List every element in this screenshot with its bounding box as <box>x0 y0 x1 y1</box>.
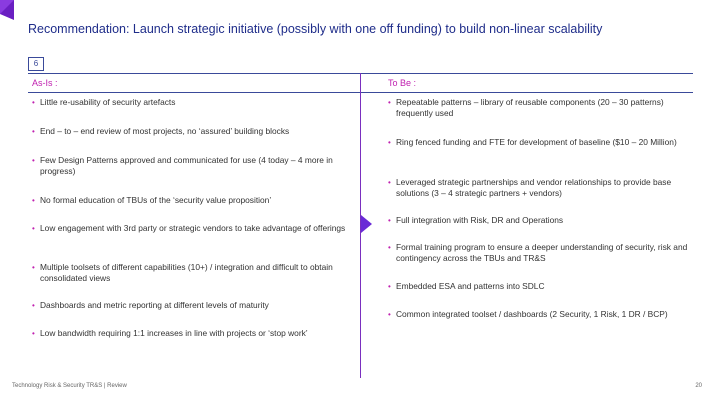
list-item: • Little re-usability of security artefacts <box>32 97 176 107</box>
as-is-header: As-Is : <box>32 78 58 88</box>
list-item: • Leveraged strategic partnerships and vendor relationships to provide base solutions (3 – 4 strategic partners + vendors) <box>388 177 672 198</box>
list-item: • Multiple toolsets of different capabilities (10+) / integration and difficult to obtain consolidated views <box>32 262 333 283</box>
list-item: • Embedded ESA and patterns into SDLC <box>388 281 545 291</box>
bullet-dot-icon: • <box>32 127 35 136</box>
bullet-dot-icon: • <box>32 156 35 165</box>
bullet-dot-icon: • <box>388 138 391 147</box>
list-item: • Low bandwidth requiring 1:1 increases in line with projects or ‘stop work’ <box>32 328 308 338</box>
bullet-dot-icon: • <box>388 282 391 291</box>
bullet-dot-icon: • <box>388 243 391 252</box>
bullet-dot-icon: • <box>32 196 35 205</box>
list-item: • Few Design Patterns approved and communicated for use (4 today – 4 more in progress) <box>32 155 333 176</box>
bullet-dot-icon: • <box>32 263 35 272</box>
right-arrow-icon <box>361 215 372 233</box>
bullet-dot-icon: • <box>32 329 35 338</box>
bullet-dot-icon: • <box>32 98 35 107</box>
list-item: • End – to – end review of most projects, no ‘assured’ building blocks <box>32 126 290 136</box>
slide-title: Recommendation: Launch strategic initiative (possibly with one off funding) to build non-linear scalability <box>28 22 603 36</box>
list-item: • Common integrated toolset / dashboards (2 Security, 1 Risk, 1 DR / BCP) <box>388 309 668 319</box>
page-number: 20 <box>695 383 702 389</box>
list-item: • No formal education of TBUs of the ‘security value proposition’ <box>32 195 272 205</box>
list-item: • Dashboards and metric reporting at different levels of maturity <box>32 300 269 310</box>
list-item: • Repeatable patterns – library of reusable components (20 – 30 patterns) frequently used <box>388 97 664 118</box>
list-item: • Formal training program to ensure a deeper understanding of security, risk and contingency across the TBUs and TR&S <box>388 242 688 263</box>
bullet-dot-icon: • <box>388 216 391 225</box>
section-number-badge: 6 <box>28 57 44 71</box>
brand-logo-icon <box>0 0 14 20</box>
bullet-dot-icon: • <box>32 224 35 233</box>
list-item: • Full integration with Risk, DR and Operations <box>388 215 564 225</box>
bullet-dot-icon: • <box>32 301 35 310</box>
bullet-dot-icon: • <box>388 98 391 107</box>
bullet-dot-icon: • <box>388 310 391 319</box>
list-item: • Ring fenced funding and FTE for development of baseline ($10 – 20 Million) <box>388 137 677 147</box>
to-be-header: To Be : <box>388 78 417 88</box>
footer-text: Technology Risk & Security TR&S | Review <box>12 383 127 389</box>
bullet-dot-icon: • <box>388 178 391 187</box>
list-item: • Low engagement with 3rd party or strategic vendors to take advantage of offerings <box>32 223 346 233</box>
